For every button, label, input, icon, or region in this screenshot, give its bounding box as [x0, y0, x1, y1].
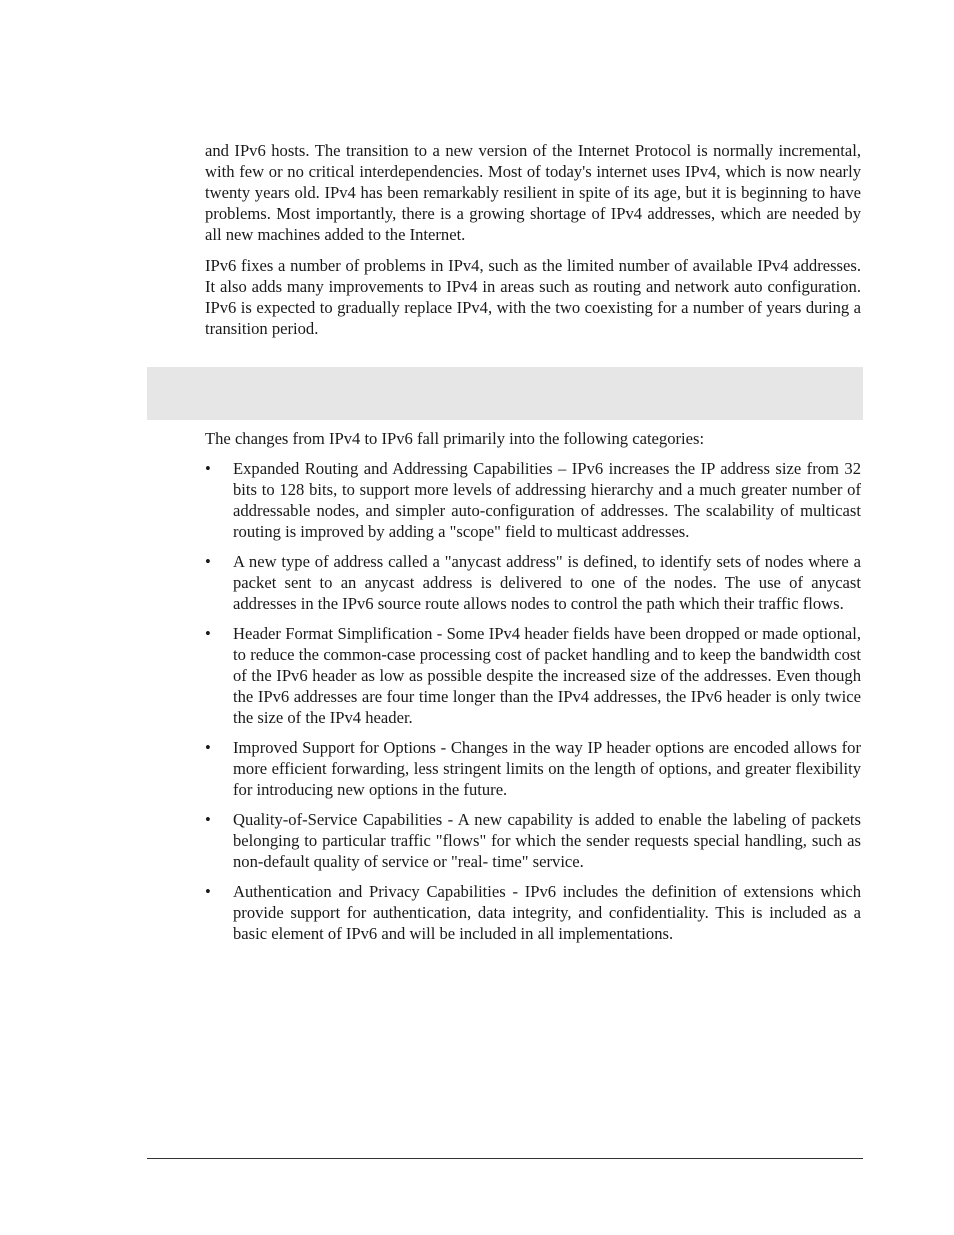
intro-text-block — [205, 140, 861, 349]
changes-list — [205, 458, 861, 944]
section-heading-bar — [147, 367, 863, 420]
list-item — [205, 458, 861, 542]
changes-section — [205, 428, 861, 953]
footer-rule — [147, 1158, 863, 1159]
list-item — [205, 623, 861, 728]
bullet-icon: • — [205, 459, 211, 478]
list-item — [205, 881, 861, 944]
list-item — [205, 551, 861, 614]
paragraph-transition: and IPv6 hosts. The transition to a new version of the Internet Protocol is normally incremental, with few or no critical interdependencies. Most of today's internet uses IPv4, which is now nearly twenty years old. IPv4 has been remarkably resilient in spite of its age, but it is beginning to have problems. Most importantly, there is a growing shortage of IPv4 addresses, which are needed by all new machines added to the Internet. — [205, 141, 861, 244]
section-intro: The changes from IPv4 to IPv6 fall primarily into the following categories: — [205, 429, 705, 448]
bullet-icon: • — [205, 882, 211, 901]
paragraph-ipv6-fixes: IPv6 fixes a number of problems in IPv4, such as the limited number of available IPv4 addresses. It also adds many improvements to IPv4 in areas such as routing and network auto configuration. IPv6 is expected to gradually replace IPv4, with the two coexisting for a number of years during a transition period. — [205, 256, 861, 338]
list-item-text: Authentication and Privacy Capabilities - IPv6 includes the definition of extensions which provide support for authentication, data integrity, and confidentiality. This is included as a basic element of IPv6 and will be included in all implementations. — [233, 882, 861, 943]
bullet-icon: • — [205, 624, 211, 643]
bullet-icon: • — [205, 552, 211, 571]
list-item-text: Improved Support for Options - Changes in the way IP header options are encoded allows for more efficient forwarding, less stringent limits on the length of options, and greater flexibility for introducing new options in the future. — [233, 738, 861, 799]
bullet-icon: • — [205, 738, 211, 757]
list-item-text: Expanded Routing and Addressing Capabilities – IPv6 increases the IP address size from 32 bits to 128 bits, to support more levels of addressing hierarchy and a much greater number of addressable nodes, and simpler auto-configuration of addresses. The scalability of multicast routing is improved by adding a "scope" field to multicast addresses. — [233, 459, 861, 541]
list-item-text: A new type of address called a "anycast address" is defined, to identify sets of nodes where a packet sent to an anycast address is delivered to one of the nodes. The use of anycast addresses in the IPv6 source route allows nodes to control the path which their traffic flows. — [233, 552, 861, 613]
list-item — [205, 809, 861, 872]
list-item — [205, 737, 861, 800]
list-item-text: Quality-of-Service Capabilities - A new capability is added to enable the labeling of packets belonging to particular traffic "flows" for which the sender requests special handling, such as non-default quality of service or "real- time" service. — [233, 810, 861, 871]
bullet-icon: • — [205, 810, 211, 829]
list-item-text: Header Format Simplification - Some IPv4 header fields have been dropped or made optional, to reduce the common-case processing cost of packet handling and to keep the bandwidth cost of the IPv6 header as low as possible despite the increased size of the addresses. Even though the IPv6 addresses are four time longer than the IPv4 addresses, the IPv6 header is only twice the size of the IPv4 header. — [233, 624, 861, 727]
